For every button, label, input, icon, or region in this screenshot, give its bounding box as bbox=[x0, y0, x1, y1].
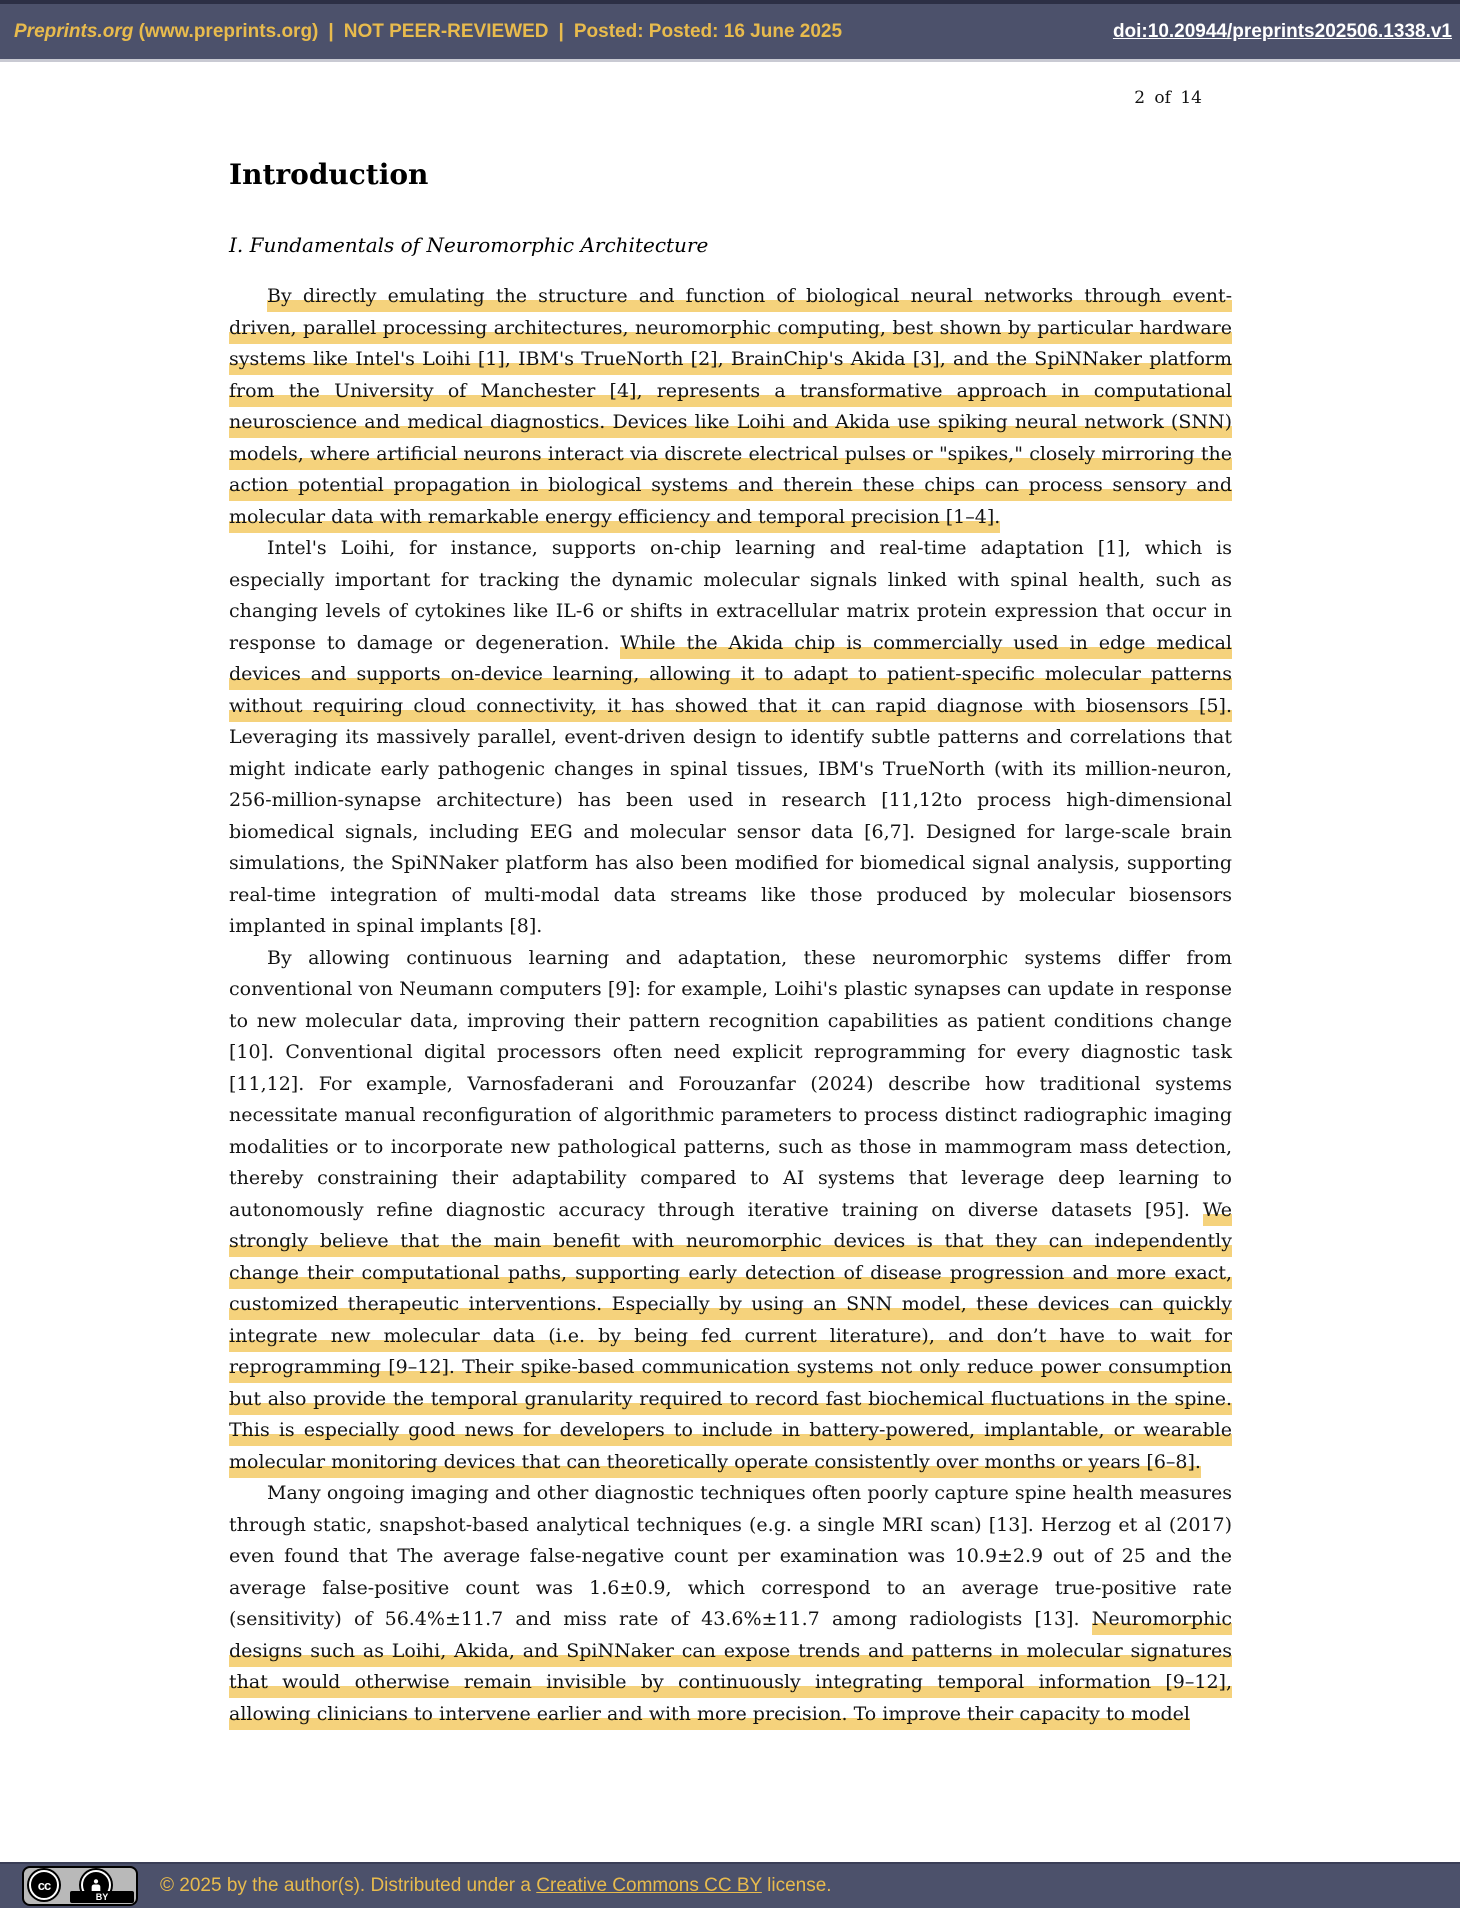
page-number: 2 of 14 bbox=[1134, 88, 1202, 108]
cc-license-link[interactable]: Creative Commons CC BY bbox=[536, 1875, 762, 1896]
paragraph bbox=[229, 943, 1232, 1479]
divider: | bbox=[558, 20, 564, 42]
paragraphs bbox=[229, 281, 1232, 1730]
paragraph bbox=[229, 533, 1232, 943]
brand-url: (www.preprints.org) bbox=[133, 20, 319, 42]
peer-review-status: NOT PEER-REVIEWED bbox=[343, 20, 549, 42]
highlighted-text: Neuromorphic designs such as Loihi, Akida, and SpiNNaker can expose trends and patterns in molecular signatures that would otherwise remain invisible by continuously integrating temporal information [9–12], allowing clinicians to intervene earlier and with more precision. To improve their capacity to model bbox=[229, 1608, 1232, 1730]
by-label: BY bbox=[70, 1891, 134, 1903]
posted-date: Posted: Posted: 16 June 2025 bbox=[573, 20, 843, 42]
divider: | bbox=[328, 20, 334, 42]
highlighted-text: We strongly believe that the main benefit with neuromorphic devices is that they can independently change their computational paths, supporting early detection of disease progression and more exact, customized therapeutic interventions. Especially by using an SNN model, these devices can quickly integrate new molecular data (i.e. by being fed current literature), and don’t have to wait for reprogramming [9–12]. Their spike-based communication systems not only reduce power consumption but also provide the temporal granularity required to record fast biochemical fluctuations in the spine. This is especially good news for developers to include in battery-powered, implantable, or wearable molecular monitoring devices that can theoretically operate consistently over months or years [6–8]. bbox=[229, 1199, 1232, 1478]
preprints-brand[interactable]: Preprints.org bbox=[14, 20, 134, 42]
cc-icon: cc bbox=[29, 1870, 59, 1900]
cc-by-badge[interactable] bbox=[22, 1866, 138, 1906]
section-title: Introduction bbox=[229, 158, 429, 191]
license-suffix: license. bbox=[761, 1875, 832, 1896]
footer-bar bbox=[0, 1862, 1460, 1908]
highlighted-text: By directly emulating the structure and function of biological neural networks through event-driven, parallel processing architectures, neuromorphic computing, best shown by particular hardware systems like Intel's Loihi [1], IBM's TrueNorth [2], BrainChip's Akida [3], and the SpiNNaker platform from the University of Manchester [4], represents a transformative approach in computational neuroscience and medical diagnostics. Devices like Loihi and Akida use spiking neural network (SNN) models, where artificial neurons interact via discrete electrical pulses or "spikes," closely mirroring the action potential propagation in biological systems and therein these chips can process sensory and molecular data with remarkable energy efficiency and temporal precision [1–4]. bbox=[229, 285, 1232, 533]
subsection-title: I. Fundamentals of Neuromorphic Architecture bbox=[229, 233, 709, 257]
header-meta bbox=[14, 21, 842, 43]
paragraph bbox=[229, 281, 1232, 533]
body-text: By allowing continuous learning and adaptation, these neuromorphic systems differ from conventional von Neumann computers [9]: for example, Loihi's plastic synapses can update in response to new molecular data, improving their pattern recognition capabilities as patient conditions change [10]. Conventional digital processors often need explicit reprogramming for every diagnostic task [11,12]. For example, Varnosfaderani and Forouzanfar (2024) describe how traditional systems necessitate manual reconfiguration of algorithmic parameters to process distinct radiographic imaging modalities or to incorporate new pathological patterns, such as those in mammogram mass detection, thereby constraining their adaptability compared to AI systems that leverage deep learning to autonomously refine diagnostic accuracy through iterative training on diverse datasets [95]. bbox=[229, 946, 1232, 1221]
header-bar bbox=[0, 0, 1460, 62]
license-prefix: © 2025 by the author(s). Distributed under a bbox=[160, 1875, 537, 1896]
paragraph bbox=[229, 1478, 1232, 1730]
body-text: Leveraging its massively parallel, event-driven design to identify subtle patterns and correlations that might indicate early pathogenic changes in spinal tissues, IBM's TrueNorth (with its million-neuron, 256-million-synapse architecture) has been used in research [11,12to process high-dimensional biomedical signals, including EEG and molecular sensor data [6,7]. Designed for large-scale brain simulations, the SpiNNaker platform has also been modified for biomedical signal analysis, supporting real-time integration of multi-modal data streams like those produced by molecular biosensors implanted in spinal implants [8]. bbox=[229, 726, 1232, 937]
page-content bbox=[229, 62, 1232, 1730]
doi-link[interactable]: doi:10.20944/preprints202506.1338.v1 bbox=[1112, 20, 1452, 42]
body-text: Many ongoing imaging and other diagnostic techniques often poorly capture spine health measures through static, snapshot-based analytical techniques (e.g. a single MRI scan) [13]. Herzog et al (2017) even found that The average false-negative count per examination was 10.9±2.9 out of 25 and the average false-positive count was 1.6±0.9, which correspond to an average true-positive rate (sensitivity) of 56.4%±11.7 and miss rate of 43.6%±11.7 among radiologists [13]. bbox=[229, 1482, 1232, 1630]
highlighted-text: While the Akida chip is commercially used in edge medical devices and supports on-device learning, allowing it to adapt to patient-specific molecular patterns without requiring cloud connectivity, it has showed that it can rapid diagnose with biosensors [5]. bbox=[229, 632, 1232, 722]
body-text: Intel's Loihi, for instance, supports on-chip learning and real-time adaptation [1], which is especially important for tracking the dynamic molecular signals linked with spinal health, such as changing levels of cytokines like IL-6 or shifts in extracellular matrix protein expression that occur in response to damage or degeneration. bbox=[229, 537, 1232, 654]
license-text bbox=[160, 1875, 832, 1897]
